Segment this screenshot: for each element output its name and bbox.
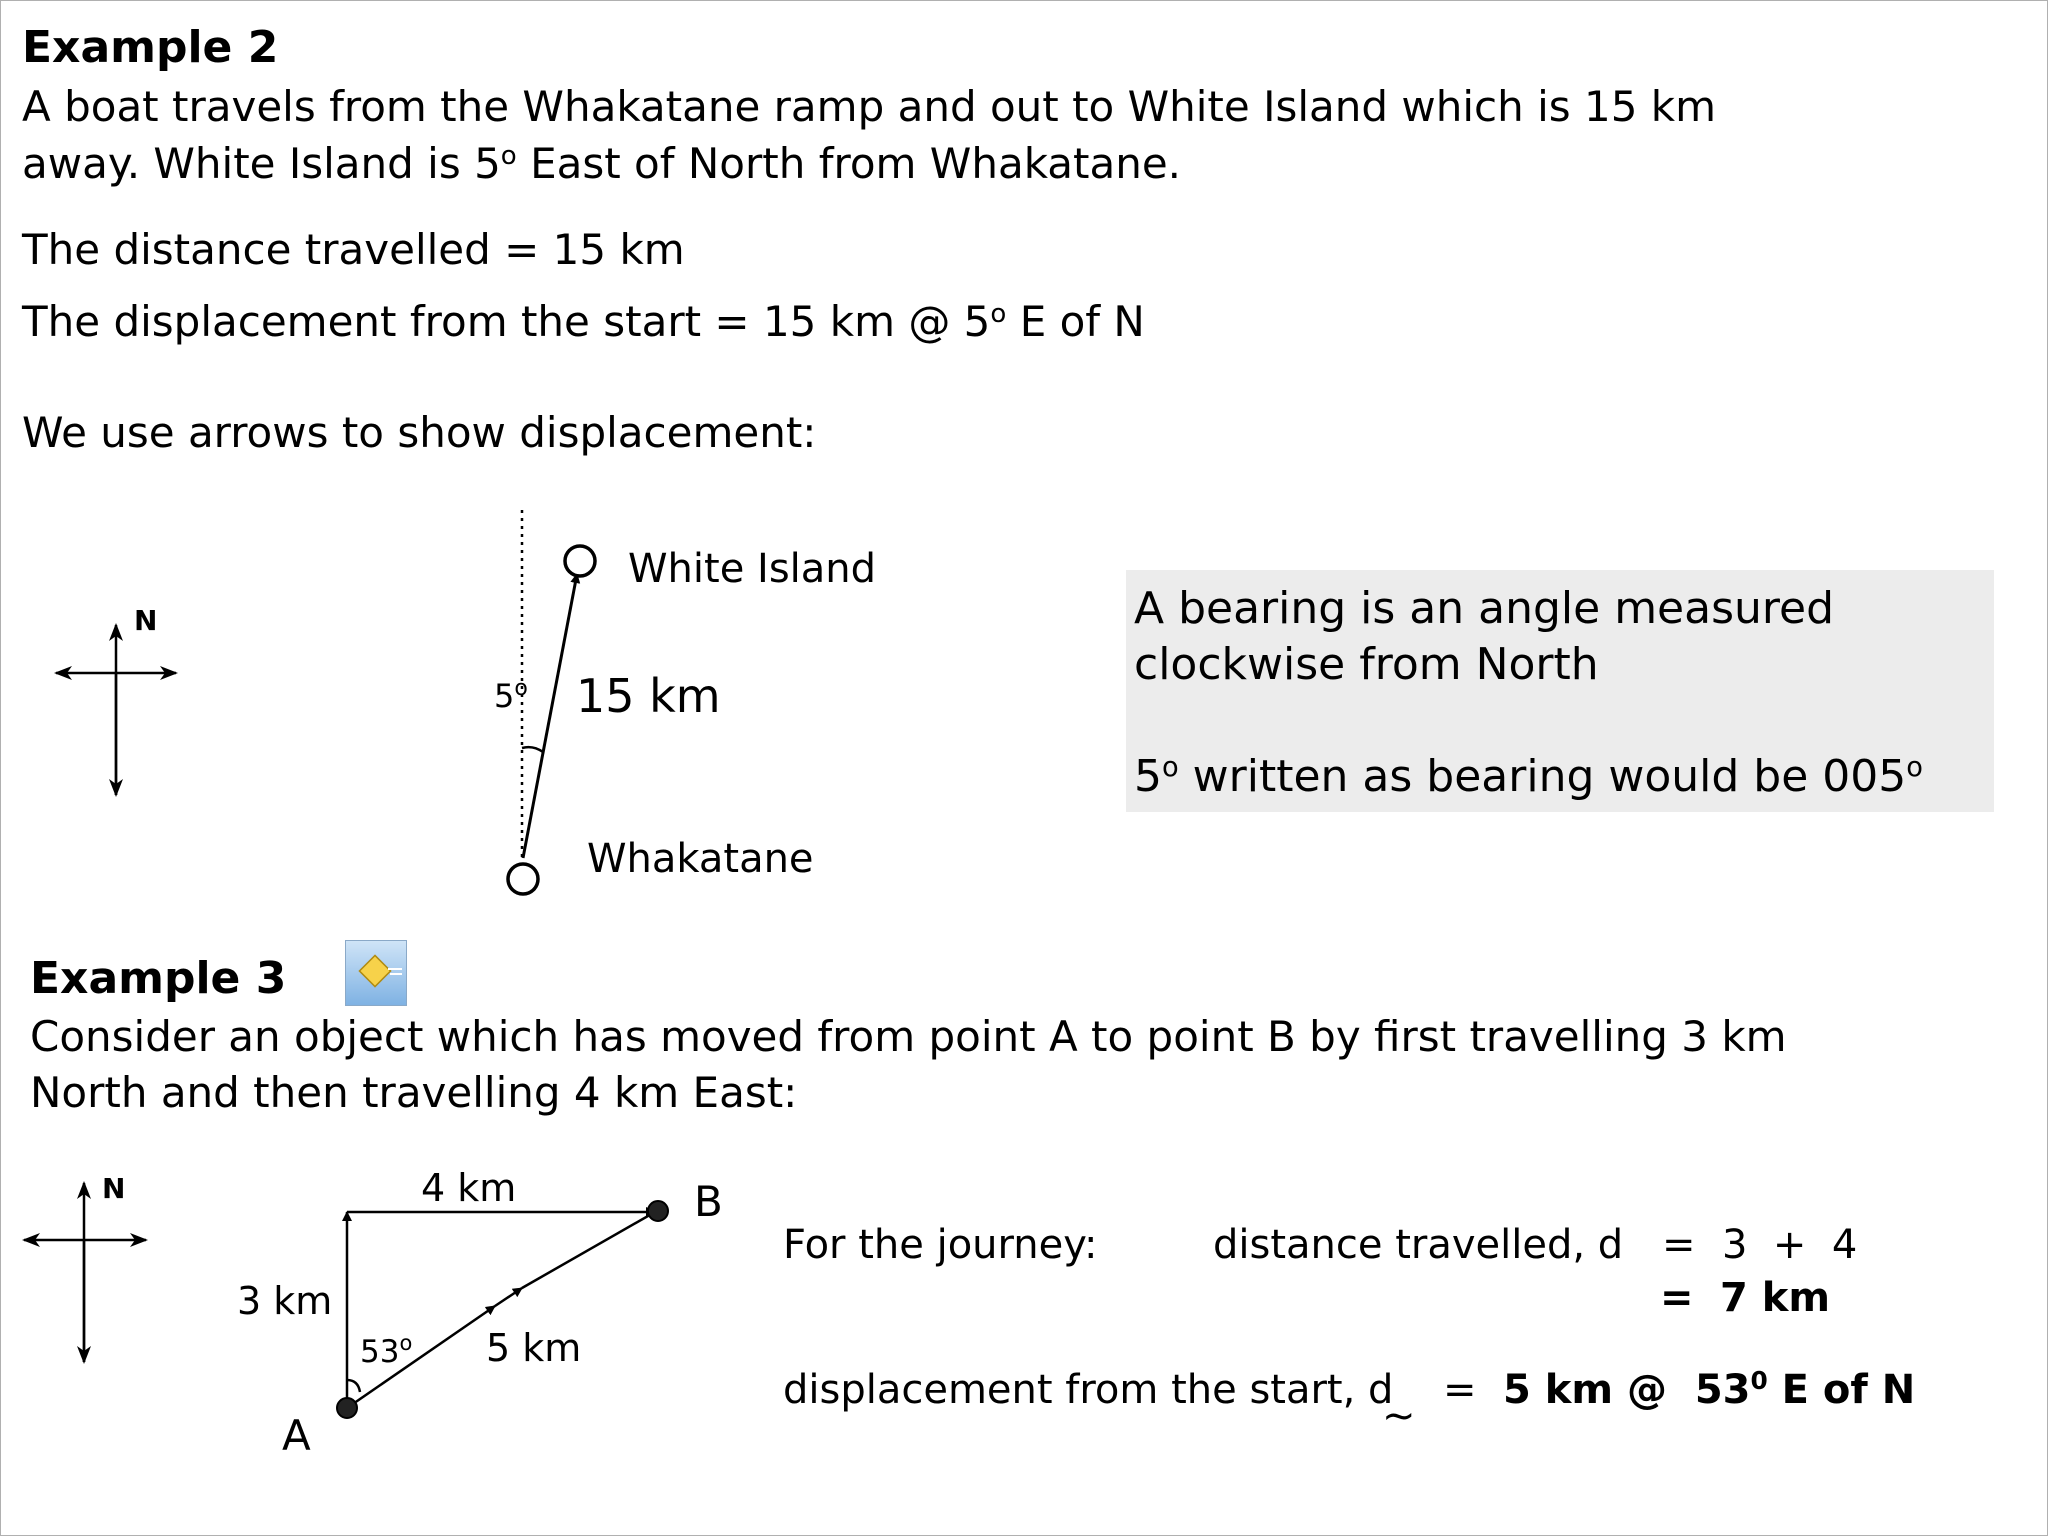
diamond-icon — [346, 941, 406, 1005]
top-leg-label: 4 km — [421, 1166, 517, 1210]
white-island-marker — [565, 546, 595, 576]
example2-intro-line1: A boat travels from the Whakatane ramp and out to White Island which is 15 km — [22, 82, 1717, 131]
displacement-label: displacement from the start, d — [783, 1367, 1394, 1413]
bearing-callout — [1126, 570, 1994, 812]
equals-sign: = — [1443, 1367, 1477, 1413]
displacement-line: The displacement from the start = 15 km @ 5$^o$ E of N — [22, 297, 1145, 346]
angle-arc — [522, 747, 543, 752]
vector-tilde: ~ — [1382, 1393, 1416, 1439]
distance-sum: 3 + 4 — [1722, 1222, 1858, 1268]
angle-53-label: 53$^o$ — [360, 1331, 413, 1370]
displacement-result: 5 km @ $53^0$ E of N — [1503, 1366, 1916, 1413]
angle-arc — [347, 1380, 360, 1392]
white-island-label: White Island — [628, 546, 877, 592]
resultant-line — [522, 1212, 655, 1288]
callout-line3: 5$^o$ written as bearing would be 005$^o$ — [1134, 751, 1923, 802]
point-a-marker — [337, 1398, 357, 1418]
example3-intro-line2: North and then travelling 4 km East: — [30, 1068, 798, 1117]
angle-label: 5$^o$ — [494, 676, 528, 715]
example2-intro-line2: away. White Island is 5$^o$ East of North from Whakatane. — [22, 139, 1182, 188]
triangle-diagram — [337, 1201, 668, 1418]
callout-line2: clockwise from North — [1134, 639, 1599, 690]
distance-result: 7 km — [1720, 1275, 1831, 1321]
side-leg-label: 3 km — [237, 1279, 333, 1323]
whakatane-label: Whakatane — [587, 836, 814, 882]
example3-heading: Example 3 — [30, 953, 287, 1004]
compass-icon — [24, 1172, 146, 1362]
example2-heading: Example 2 — [22, 22, 279, 73]
displacement-arrow — [523, 574, 577, 858]
arrows-line: We use arrows to show displacement: — [22, 408, 817, 457]
compass-icon — [56, 604, 176, 795]
distance-line: The distance travelled = 15 km — [22, 225, 685, 274]
resultant-arrow-head2 — [495, 1288, 522, 1306]
point-a-label: A — [282, 1411, 311, 1460]
equals-sign: = — [1662, 1222, 1696, 1268]
compass-north-label: N — [102, 1172, 126, 1205]
whakatane-marker — [508, 864, 538, 894]
point-b-marker — [648, 1201, 668, 1221]
point-b-label: B — [694, 1177, 723, 1226]
equals-sign: = — [1660, 1275, 1694, 1321]
distance-travelled-label: distance travelled, d — [1213, 1222, 1624, 1268]
distance-label: 15 km — [576, 669, 721, 723]
plugin-object-icon[interactable] — [345, 940, 407, 1006]
example3-intro-line1: Consider an object which has moved from point A to point B by first travelling 3 km — [30, 1012, 1787, 1061]
journey-label: For the journey: — [783, 1222, 1098, 1268]
compass-north-label: N — [134, 604, 158, 637]
hypotenuse-label: 5 km — [486, 1326, 582, 1370]
callout-line1: A bearing is an angle measured — [1134, 583, 1835, 634]
